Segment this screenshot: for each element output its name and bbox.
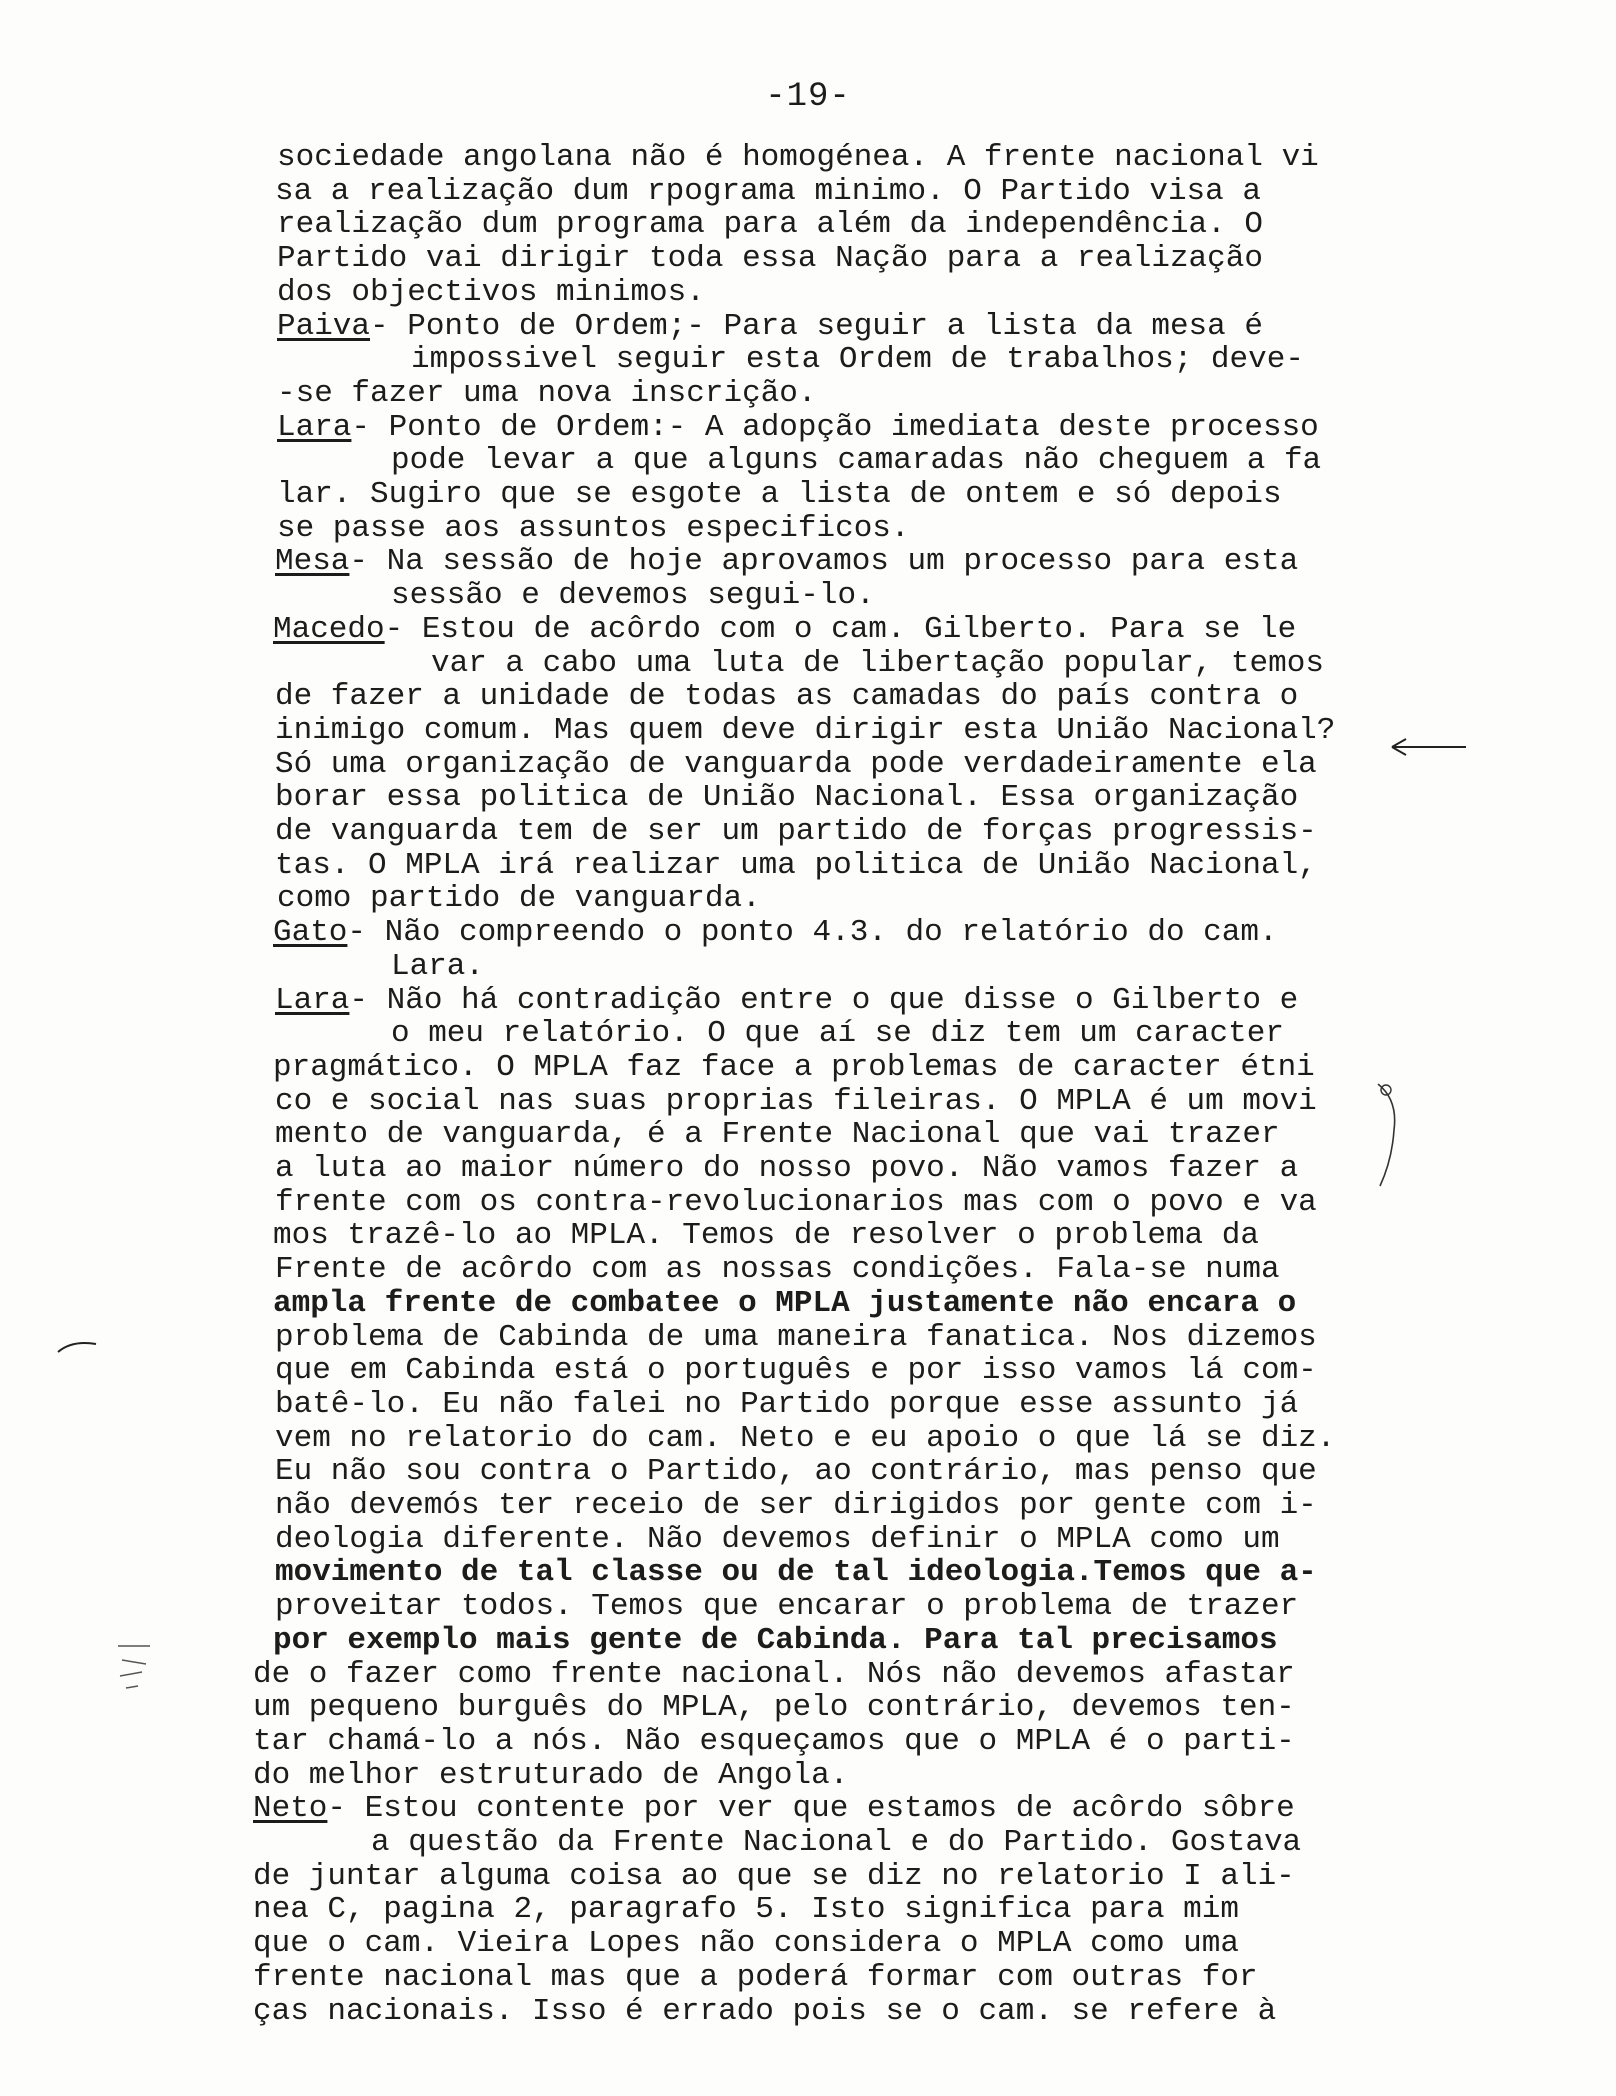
line-text: dos objectivos minimos. [277, 274, 705, 310]
text-line [391, 1017, 1284, 1051]
text-line [275, 1455, 1317, 1489]
line-text: por exemplo mais gente de Cabinda. Para tal precisamos [273, 1622, 1278, 1658]
text-line [275, 545, 1298, 579]
line-text: de juntar alguma coisa ao que se diz no relatorio I ali- [253, 1858, 1295, 1894]
text-line [391, 579, 875, 613]
line-text: Partido vai dirigir toda essa Nação para a realização [277, 241, 1263, 277]
line-text: frente com os contra-revolucionarios mas com o povo e va [275, 1184, 1317, 1220]
speaker-name: Paiva [277, 308, 371, 344]
text-line [275, 1388, 1298, 1422]
line-text: ampla frente de combatee o MPLA justamente não encara o [273, 1285, 1297, 1321]
line-text: mos trazê-lo ao MPLA. Temos de resolver o problema da [273, 1218, 1259, 1254]
margin-arrow-mark [1388, 733, 1468, 761]
line-text: - Não compreendo o ponto 4.3. do relatório do cam. [347, 915, 1278, 951]
text-line [275, 815, 1317, 849]
text-line [275, 1152, 1298, 1186]
text-line [275, 849, 1317, 883]
line-text: de vanguarda tem de ser um partido de forças progressis- [275, 814, 1317, 849]
line-text: de o fazer como frente nacional. Nós não devemos afastar [253, 1656, 1295, 1692]
line-text: Só uma organização de vanguarda pode verdadeiramente ela [275, 746, 1317, 782]
text-line [275, 1489, 1317, 1523]
page-number: -19- [765, 78, 851, 116]
text-line [273, 916, 1278, 950]
text-line [277, 411, 1319, 445]
text-line [275, 781, 1298, 815]
line-text: do melhor estruturado de Angola. [253, 1757, 849, 1793]
line-text: o meu relatório. O que aí se diz tem um caracter [391, 1016, 1284, 1052]
line-text: tar chamá-lo a nós. Não esqueçamos que o MPLA é o parti- [253, 1723, 1295, 1759]
line-text: realização dum programa para além da independência. O [277, 207, 1263, 243]
speaker-name: Neto [253, 1791, 328, 1827]
line-text: - Estou contente por ver que estamos de acôrdo sôbre [327, 1791, 1295, 1827]
line-text: um pequeno burguês do MPLA, pelo contrário, devemos ten- [253, 1690, 1295, 1726]
text-line [273, 1051, 1315, 1085]
line-text: tas. O MPLA irá realizar uma politica de União Nacional, [275, 847, 1317, 883]
speaker-name: Macedo [273, 611, 385, 647]
line-text: a luta ao maior número do nosso povo. Não vamos fazer a [275, 1151, 1299, 1186]
text-line [253, 1792, 1295, 1826]
text-line [275, 1354, 1317, 1388]
line-text: mento de vanguarda, é a Frente Nacional que vai trazer [275, 1117, 1280, 1153]
line-text: de fazer a unidade de todas as camadas do país contra o [275, 679, 1299, 715]
text-line [277, 276, 705, 310]
text-line [275, 1118, 1280, 1152]
text-line [391, 444, 1321, 478]
text-line [275, 714, 1335, 748]
text-line [253, 1893, 1239, 1927]
margin-dash-mark [56, 1338, 98, 1356]
line-text: ças nacionais. Isso é errado pois se o cam. se refere à [253, 1993, 1277, 2029]
line-text: que em Cabinda está o português e por isso vamos lá com- [275, 1353, 1317, 1389]
line-text: não devemós ter receio de ser dirigidos por gente com i- [275, 1488, 1317, 1523]
text-line [411, 343, 1304, 377]
text-line [277, 882, 761, 916]
text-line [275, 1556, 1317, 1590]
text-line [277, 478, 1282, 512]
line-text: nea C, pagina 2, paragrafo 5. Isto significa para mim [253, 1892, 1239, 1928]
text-line [275, 1186, 1317, 1220]
text-line [273, 1287, 1296, 1321]
line-text: co e social nas suas proprias fileiras. O MPLA é um movi [275, 1083, 1317, 1119]
text-line [391, 950, 484, 984]
line-text: movimento de tal classe ou de tal ideologia.Temos que a- [275, 1555, 1317, 1591]
text-line [253, 1927, 1239, 1961]
text-line [275, 984, 1298, 1018]
text-line [275, 1321, 1317, 1355]
text-line [273, 1624, 1278, 1658]
text-line [253, 1860, 1295, 1894]
text-line [277, 377, 817, 411]
line-text: que o cam. Vieira Lopes não considera o MPLA como uma [253, 1926, 1239, 1962]
line-text: pragmático. O MPLA faz face a problemas de caracter étni [273, 1049, 1315, 1085]
line-text: Lara. [391, 948, 485, 984]
text-line [277, 208, 1263, 242]
speaker-name: Lara [277, 409, 352, 445]
text-line [275, 680, 1298, 714]
line-text: - Não há contradição entre o que disse o Gilberto e [349, 982, 1299, 1018]
text-line [273, 613, 1296, 647]
margin-bracket-mark [1372, 1080, 1402, 1190]
line-text: sa a realização dum rpograma minimo. O Partido visa a [275, 173, 1261, 209]
line-text: inimigo comum. Mas quem deve dirigir esta União Nacional? [275, 712, 1336, 748]
text-line [275, 1422, 1335, 1456]
line-text: Frente de acôrdo com as nossas condições. Fala-se numa [275, 1252, 1280, 1288]
text-line [277, 512, 910, 546]
text-line [275, 748, 1317, 782]
text-line [275, 1253, 1280, 1287]
line-text: problema de Cabinda de uma maneira fanatica. Nos dizemos [275, 1319, 1317, 1355]
line-text: var a cabo uma luta de libertação popular, temos [431, 645, 1324, 681]
line-text: - Ponto de Ordem:- A adopção imediata deste processo [351, 409, 1319, 445]
line-text: deologia diferente. Não devemos definir o MPLA como um [275, 1521, 1280, 1557]
line-text: sociedade angolana não é homogénea. A frente nacional vi [277, 140, 1319, 175]
line-text: vem no relatorio do cam. Neto e eu apoio o que lá se diz. [275, 1420, 1336, 1456]
text-line [277, 310, 1263, 344]
text-line [273, 1219, 1259, 1253]
text-line [371, 1826, 1301, 1860]
line-text: sessão e devemos segui-lo. [391, 578, 875, 614]
margin-smudge-mark [112, 1636, 156, 1696]
text-line [275, 1085, 1317, 1119]
text-line [253, 1725, 1295, 1759]
line-text: Eu não sou contra o Partido, ao contrário, mas penso que [275, 1454, 1317, 1490]
line-text: - Estou de acôrdo com o cam. Gilberto. Para se le [384, 611, 1297, 647]
line-text: lar. Sugiro que se esgote a lista de ontem e só depois [277, 477, 1282, 512]
text-line [253, 1995, 1276, 2029]
line-text: proveitar todos. Temos que encarar o problema de trazer [275, 1589, 1299, 1625]
line-text: impossivel seguir esta Ordem de trabalhos; deve- [411, 342, 1304, 378]
line-text: frente nacional mas que a poderá formar com outras for [253, 1959, 1258, 1995]
line-text: borar essa politica de União Nacional. Essa organização [275, 780, 1299, 816]
line-text: - Ponto de Ordem;- Para seguir a lista da mesa é [370, 308, 1263, 344]
line-text: pode levar a que alguns camaradas não cheguem a fa [391, 443, 1322, 479]
speaker-name: Lara [275, 982, 350, 1018]
text-line [275, 1590, 1298, 1624]
speaker-name: Gato [273, 915, 348, 951]
line-text: - Na sessão de hoje aprovamos um processo para esta [349, 544, 1299, 580]
text-line [253, 1759, 848, 1793]
text-line [253, 1691, 1295, 1725]
line-text: -se fazer uma nova inscrição. [277, 375, 817, 411]
line-text: batê-lo. Eu não falei no Partido porque esse assunto já [275, 1386, 1299, 1422]
text-line [253, 1961, 1258, 1995]
text-line [275, 175, 1261, 209]
text-line [275, 1523, 1280, 1557]
text-line [277, 242, 1263, 276]
text-line [431, 647, 1324, 681]
text-line [277, 141, 1319, 175]
line-text: como partido de vanguarda. [277, 881, 761, 917]
line-text: se passe aos assuntos especificos. [277, 510, 910, 546]
text-line [253, 1658, 1295, 1692]
line-text: a questão da Frente Nacional e do Partido. Gostava [371, 1825, 1302, 1860]
speaker-name: Mesa [275, 544, 350, 580]
